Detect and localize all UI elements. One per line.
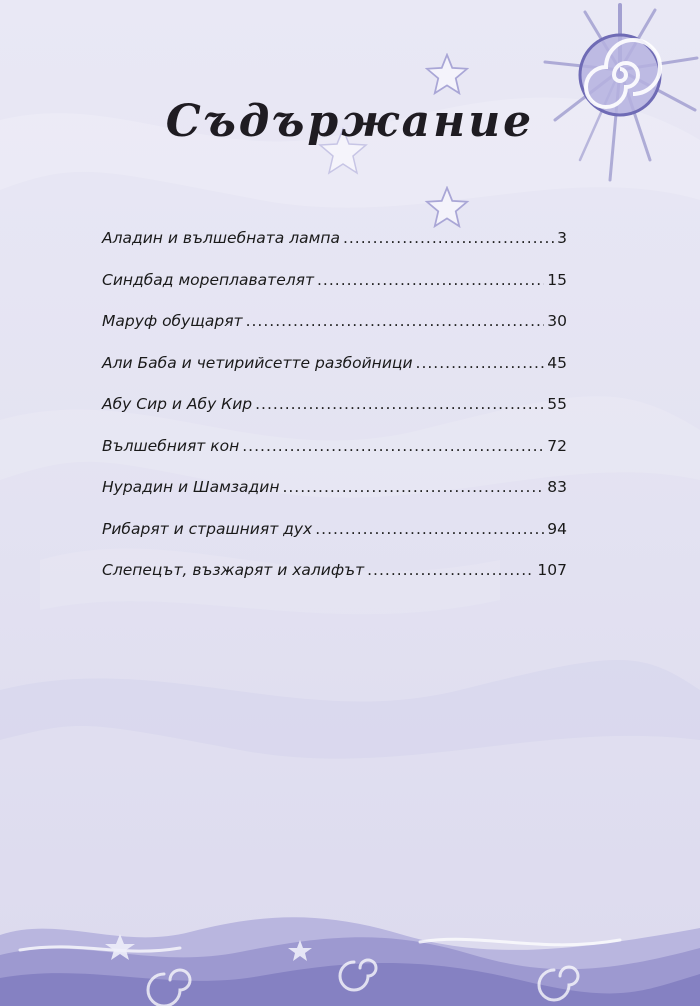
page-title: Съдържание [165,96,535,147]
toc-leader-dots [416,354,545,372]
toc-leader-dots [255,395,544,413]
toc-entry[interactable] [102,271,567,313]
star-icon [425,53,469,95]
toc-leader-dots [242,437,544,455]
toc-entry-title: Вълшебният кон [102,436,240,455]
toc-entry-title: Абу Сир и Абу Кир [102,395,253,413]
toc-entry[interactable] [102,561,567,603]
toc-entry-page: 30 [547,312,567,330]
toc-entry-title: Слепецът, възжарят и халифът [102,561,365,579]
toc-leader-dots [343,229,554,247]
toc-entry[interactable] [102,478,567,520]
toc-entry-page: 45 [547,353,567,372]
toc-entry-title: Нурадин и Шамзадин [102,478,280,496]
wave-decoration [0,910,700,1006]
toc-leader-dots [367,561,534,579]
toc-entry[interactable] [102,229,567,271]
toc-leader-dots [282,478,544,496]
toc-entry-page: 83 [547,478,567,496]
toc-entry-page: 3 [557,229,567,247]
toc-leader-dots [246,312,545,330]
toc-entry[interactable] [102,312,567,354]
toc-entry-page: 107 [537,561,567,579]
sun-icon [525,0,700,185]
toc-entry[interactable] [102,395,567,437]
toc-leader-dots [317,271,544,289]
table-of-contents [102,229,567,603]
toc-entry-page: 55 [547,395,567,413]
toc-entry-page: 94 [547,519,567,538]
toc-entry-title: Синдбад мореплавателят [102,270,314,289]
toc-entry-page: 72 [547,436,567,455]
toc-entry[interactable] [102,354,567,396]
toc-leader-dots [315,520,544,538]
toc-entry-page: 15 [547,270,567,289]
toc-entry-title: Рибарят и страшният дух [102,519,313,538]
toc-entry-title: Аладин и вълшебната лампа [102,229,340,247]
star-icon [424,186,470,228]
toc-entry-title: Али Баба и четирийсетте разбойници [102,353,413,372]
toc-entry-title: Маруф обущарят [102,312,243,330]
toc-entry[interactable] [102,437,567,479]
toc-entry[interactable] [102,520,567,562]
